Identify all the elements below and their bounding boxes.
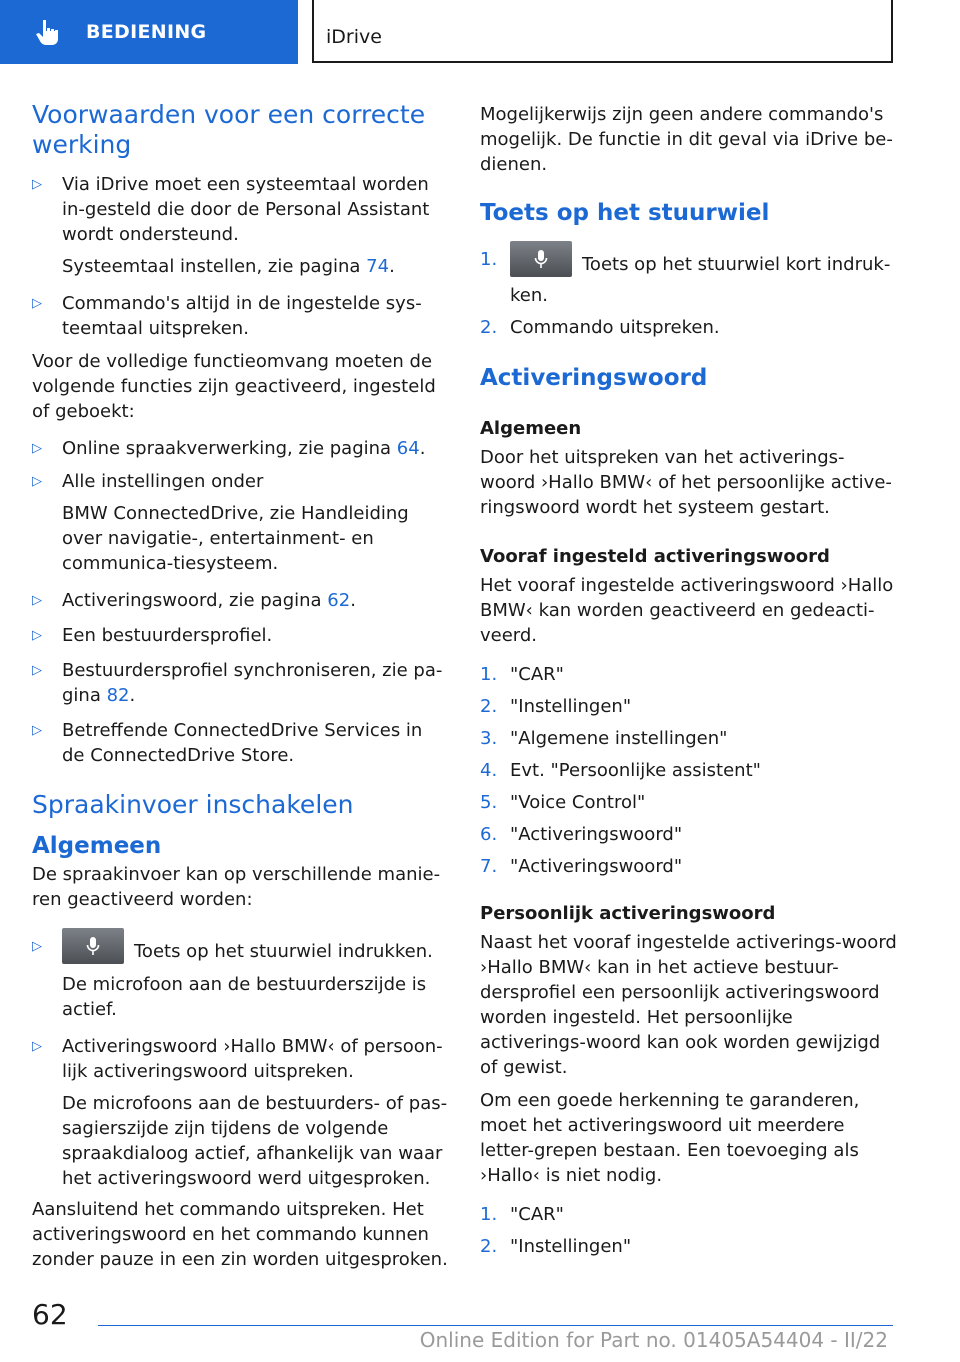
heading-activation-word: Activeringswoord: [480, 365, 708, 391]
list-item: 1. "CAR": [480, 1204, 564, 1225]
heading-conditions: Voorwaarden voor een correcte werking: [32, 100, 426, 159]
list-item: 3. "Algemene instellingen": [480, 728, 728, 749]
chapter-title: iDrive: [326, 26, 382, 48]
list-item: ▷ Toets op het stuurwiel indrukken.: [32, 934, 450, 970]
list-item: 1. Toets op het stuurwiel kort indruk-ken.: [480, 247, 898, 308]
paragraph: Voor de volledige functieomvang moeten de volgende functies zijn geactiveerd, ingesteld of geboekt:: [32, 351, 436, 422]
list-item: 2. Commando uitspreken.: [480, 317, 720, 338]
list-item-note: De microfoons aan de bestuurders- of pas-sagierszijde zijn tijdens de volgende spraakdialoog actief, afhankelijk van waar het activeringswoord werd uitgesproken.: [62, 1093, 448, 1189]
list-item: ▷ Activeringswoord, zie pagina 62.: [32, 588, 450, 613]
triangle-bullet-icon: [32, 1034, 44, 1059]
paragraph: Naast het vooraf ingestelde activerings-woord ›Hallo BMW‹ kan in het actieve bestuur-dersprofiel een persoonlijk activeringswoord worden ingesteld. Het persoonlijke activerings-woord kan ook worden gewijzigd of gewist.: [480, 932, 897, 1078]
paragraph: Mogelijkerwijs zijn geen andere commando's mogelijk. De functie in dit geval via iDrive be-dienen.: [480, 104, 893, 175]
triangle-bullet-icon: [32, 172, 44, 197]
list-item-note: Systeemtaal instellen, zie pagina 74.: [62, 256, 395, 277]
heading-steering-key: Toets op het stuurwiel: [480, 200, 770, 226]
left-column: [32, 96, 450, 1272]
microphone-key-button: [510, 241, 572, 277]
list-item: ▷ Betreffende ConnectedDrive Services in de ConnectedDrive Store.: [32, 718, 450, 768]
chapter-header: [312, 0, 893, 63]
heading-activate: Spraakinvoer inschakelen: [32, 790, 354, 819]
page-link[interactable]: 82: [106, 685, 130, 706]
list-item-note: BMW ConnectedDrive, zie Handleiding over navigatie-, entertainment- en communica-tiesysteem.: [62, 503, 409, 574]
list-item: 2. "Instellingen": [480, 696, 632, 717]
heading-general: Algemeen: [32, 833, 162, 859]
list-item: ▷ Online spraakverwerking, zie pagina 64.: [32, 436, 450, 461]
paragraph: De spraakinvoer kan op verschillende manie-ren geactiveerd worden:: [32, 864, 441, 910]
steps-list: [480, 1202, 898, 1259]
hand-pointer-icon: [32, 17, 62, 47]
list-item: ▷ Commando's altijd in de ingestelde sys-teemtaal uitspreken.: [32, 291, 450, 341]
triangle-bullet-icon: [32, 469, 44, 494]
list-item: ▷ Activeringswoord ›Hallo BMW‹ of persoon-lijk activeringswoord uitspreken.: [32, 1034, 450, 1084]
footer-rule: [98, 1325, 893, 1326]
list-item: 5. "Voice Control": [480, 792, 646, 813]
subheading-general: Algemeen: [480, 418, 582, 439]
subheading-personal-word: Persoonlijk activeringswoord: [480, 903, 776, 924]
paragraph: Aansluitend het commando uitspreken. Het activeringswoord en het commando kunnen zonder pauze in een zin worden uitgesproken.: [32, 1199, 448, 1270]
paragraph: Het vooraf ingestelde activeringswoord ›Hallo BMW‹ kan worden geactiveerd en gedeacti-veerd.: [480, 575, 894, 646]
list-item: ▷ Alle instellingen onder: [32, 469, 450, 494]
list-item: 6. "Activeringswoord": [480, 824, 683, 845]
page-link[interactable]: 62: [327, 590, 351, 611]
microphone-icon: [86, 936, 100, 956]
microphone-icon: [534, 249, 548, 269]
list-item: 4. Evt. "Persoonlijke assistent": [480, 760, 761, 781]
triangle-bullet-icon: [32, 623, 44, 648]
section-label: BEDIENING: [86, 21, 207, 43]
list-item: ▷ Via iDrive moet een systeemtaal worden in-gesteld die door de Personal Assistant wordt ondersteund.: [32, 172, 450, 247]
triangle-bullet-icon: [32, 588, 44, 613]
list-item: ▷ Een bestuurdersprofiel.: [32, 623, 450, 648]
page-link[interactable]: 64: [396, 438, 420, 459]
steps-list: [480, 662, 898, 879]
right-column: [480, 96, 898, 1259]
list-item-note: De microfoon aan de bestuurderszijde is actief.: [62, 974, 427, 1020]
page-link[interactable]: 74: [366, 256, 390, 277]
list-item: 2. "Instellingen": [480, 1236, 632, 1257]
microphone-key-button: [62, 928, 124, 964]
triangle-bullet-icon: [32, 718, 44, 743]
paragraph: Om een goede herkenning te garanderen, moet het activeringswoord uit meerdere letter-grepen bestaan. Een toevoeging als ›Hallo‹ is niet nodig.: [480, 1090, 860, 1186]
list-item: ▷ Bestuurdersprofiel synchroniseren, zie pa-gina 82.: [32, 658, 450, 708]
triangle-bullet-icon: [32, 291, 44, 316]
list-item: 1. "CAR": [480, 664, 564, 685]
paragraph: Door het uitspreken van het activerings-woord ›Hallo BMW‹ of het persoonlijke active-ringswoord wordt het systeem gestart.: [480, 447, 892, 518]
list-item: 7. "Activeringswoord": [480, 856, 683, 877]
edition-note: Online Edition for Part no. 01405A54404 - II/22: [419, 1328, 888, 1352]
subheading-preset-word: Vooraf ingesteld activeringswoord: [480, 546, 830, 567]
section-tab: [0, 0, 298, 64]
triangle-bullet-icon: [32, 934, 44, 959]
triangle-bullet-icon: [32, 436, 44, 461]
triangle-bullet-icon: [32, 658, 44, 683]
page-number: 62: [32, 1298, 68, 1331]
